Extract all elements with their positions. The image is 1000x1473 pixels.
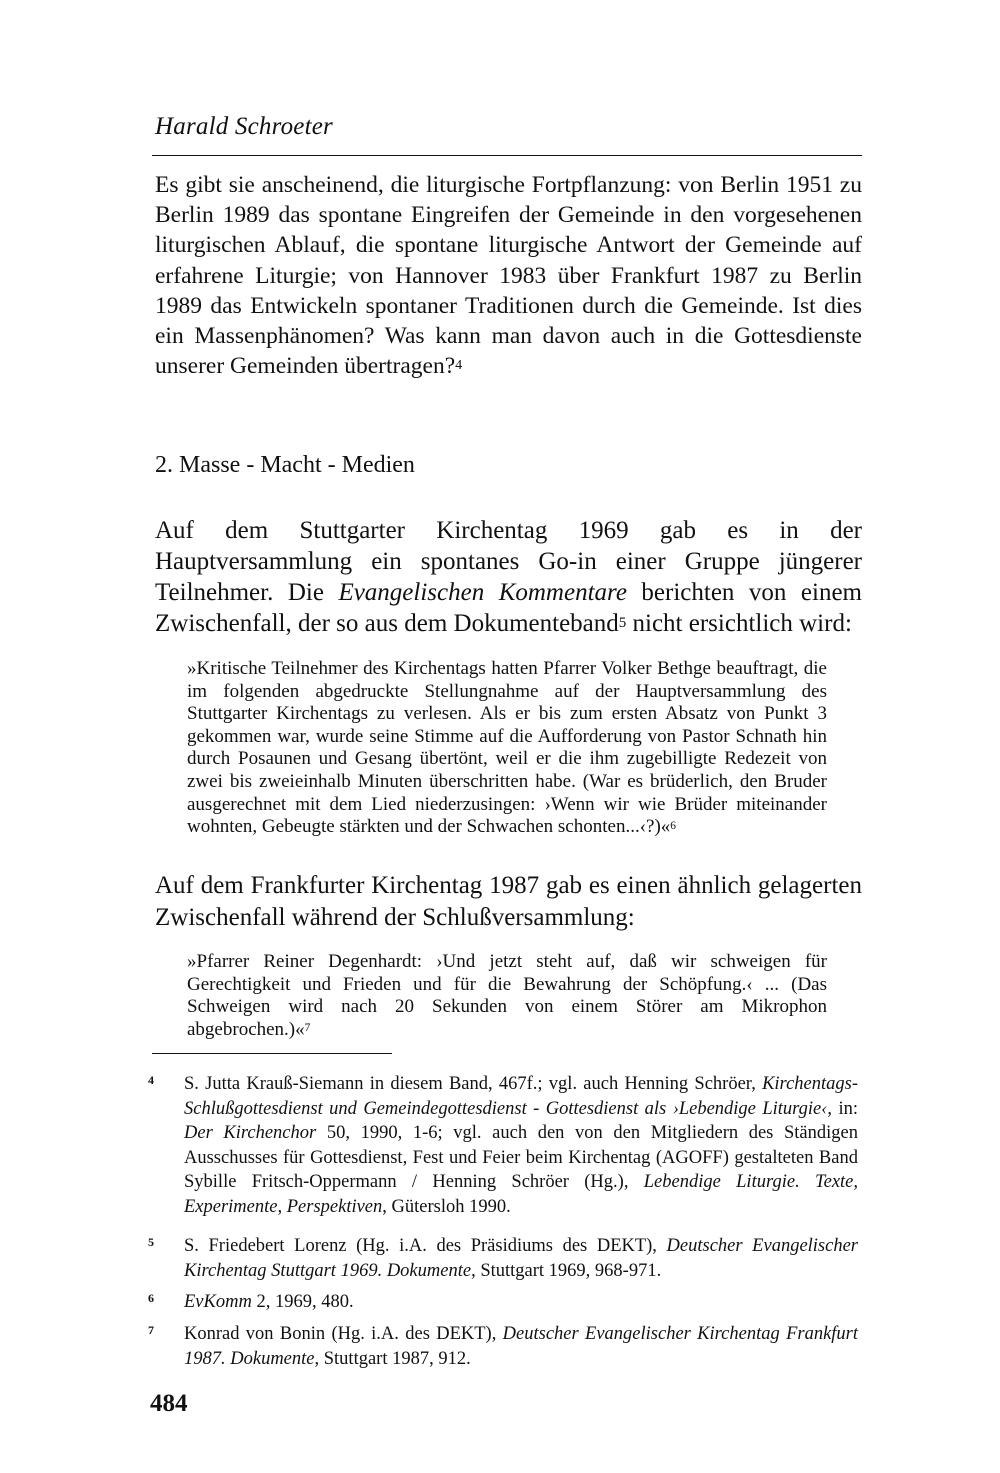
footnote-4-title: Kirchentags-Schlußgottesdienst und Gemeindegottesdienst - Gottesdienst als ›Lebendige Liturgie‹ <box>184 1074 858 1119</box>
footnote-6-part-b: 2, 1969, 480. <box>251 1292 354 1312</box>
paragraph-stuttgart-text-1: Auf dem Stuttgarter Kirchentag 1969 gab es in der Hauptversammlung ein spontanes Go-in einer Gruppe jüngerer Teilnehmer. Die <box>155 517 862 606</box>
footnote-7-part-a: Konrad von Bonin (Hg. i.A. des DEKT), <box>184 1324 503 1344</box>
footnote-number: 5 <box>148 1235 154 1249</box>
block-quote-stuttgart <box>187 658 827 839</box>
page-number: 484 <box>150 1390 188 1417</box>
footnote-number: 7 <box>148 1323 154 1337</box>
footnote-ref-7[interactable]: 7 <box>304 1022 311 1035</box>
footnote-4-part-e: 50, 1990, 1-6; vgl. auch den von den Mitgliedern des Ständigen Ausschusses für Gottesdienst, Fest und Feier beim Kirchentag (AGOFF) gestalteten Band Sybille Fritsch-Oppermann / Henning Schröer (Hg.), <box>184 1123 858 1192</box>
running-head-author: Harald Schroeter <box>155 113 333 140</box>
footnote-ref-4[interactable]: 4 <box>455 357 463 373</box>
footnote-4-journal: Der Kirchenchor <box>184 1123 317 1143</box>
footnote-5-title: Deutscher Evangelischer Kirchentag Stuttgart 1969. Dokumente <box>184 1236 859 1281</box>
footnote-text <box>184 1290 858 1315</box>
footnote-6 <box>148 1290 858 1315</box>
footnote-5 <box>148 1234 858 1283</box>
block-quote-frankfurt <box>187 951 827 1041</box>
footnote-4-part-g: , Gütersloh 1990. <box>382 1196 511 1217</box>
footnote-5-part-c: , Stuttgart 1969, 968-971. <box>471 1260 662 1281</box>
intro-text: Es gibt sie anscheinend, die liturgische Fortpflanzung: von Berlin 1951 zu Berlin 1989 das spontane Eingreifen der Gemeinde in den vorgesehenen liturgischen Ablauf, die spontane liturgische Antwort der Gemeinde auf erfahrene Liturgie; von Hannover 1983 über Frankfurt 1987 zu Berlin 1989 das Entwickeln spontaner Traditionen durch die Gemeinde. Ist dies ein Massenphänomen? Was kann man davon auch in die Gottesdienste unserer Gemeinden übertragen? <box>155 172 862 380</box>
footnote-ref-5[interactable]: 5 <box>618 614 627 631</box>
footnote-text <box>184 1322 858 1371</box>
footnote-ref-6[interactable]: 6 <box>670 819 676 832</box>
paragraph-stuttgart <box>155 515 862 639</box>
footnote-7-title: Deutscher Evangelischer Kirchentag Frankfurt 1987. Dokumente <box>184 1324 859 1369</box>
footnote-4-part-a: S. Jutta Krauß-Siemann in diesem Band, 467f.; vgl. auch Henning Schröer, <box>184 1074 763 1094</box>
footnote-rule <box>152 1053 392 1054</box>
intro-paragraph <box>155 170 862 381</box>
footnote-number: 4 <box>148 1073 154 1087</box>
paragraph-frankfurt <box>155 870 862 934</box>
footnote-7 <box>148 1322 858 1371</box>
section-heading: 2. Masse - Macht - Medien <box>155 452 415 478</box>
footnote-5-part-a: S. Friedebert Lorenz (Hg. i.A. des Präsidiums des DEKT), <box>184 1236 667 1256</box>
footnote-4-book-title: Lebendige Liturgie. Texte, Experimente, Perspektiven <box>184 1172 859 1217</box>
footnote-4-part-c: , in: <box>827 1098 859 1119</box>
footnote-4 <box>148 1072 858 1219</box>
paragraph-stuttgart-text-3: nicht ersichtlich wird: <box>626 610 852 637</box>
paragraph-stuttgart-text-2: berichten von einem Zwischenfall, der so aus dem Dokumenteband <box>155 579 863 637</box>
paragraph-stuttgart-italic: Evangelischen Kommentare <box>338 579 627 606</box>
paragraph-frankfurt-text: Auf dem Frankfurter Kirchentag 1987 gab es einen ähnlich gelagerten Zwischenfall während der Schlußversammlung: <box>155 872 862 931</box>
footnote-text <box>184 1234 858 1283</box>
footnote-7-part-c: , Stuttgart 1987, 912. <box>314 1348 471 1369</box>
footnote-text <box>184 1072 858 1219</box>
footnote-6-journal: EvKomm <box>184 1292 252 1312</box>
footnote-number: 6 <box>148 1291 154 1305</box>
header-rule <box>152 155 862 156</box>
quote-frankfurt-text: »Pfarrer Reiner Degenhardt: ›Und jetzt steht auf, daß wir schweigen für Gerechtigkeit und Frieden und für die Bewahrung der Schöpfung.‹ ... (Das Schweigen wird nach 20 Sekunden von einem Störer am Mikrophon abgebrochen.)« <box>187 951 827 1040</box>
quote-stuttgart-text: »Kritische Teilnehmer des Kirchentags hatten Pfarrer Volker Bethge beauftragt, die im folgenden abgedruckte Stellungnahme auf der Hauptversammlung des Stuttgarter Kirchentags zu verlesen. Als er bis zum ersten Absatz von Punkt 3 gekommen war, wurde seine Stimme auf die Aufforderung von Pastor Schnath hin durch Posaunen und Gesang übertönt, weil er die ihm zugebilligte Redezeit von zwei bis zweieinhalb Minuten überschritten habe. (War es brüderlich, den Bruder ausgerechnet mit dem Lied niederzusingen: ›Wenn wir wie Brüder miteinander wohnten, Gebeugte stärkten und der Schwachen schonten...‹?)« <box>187 658 827 838</box>
